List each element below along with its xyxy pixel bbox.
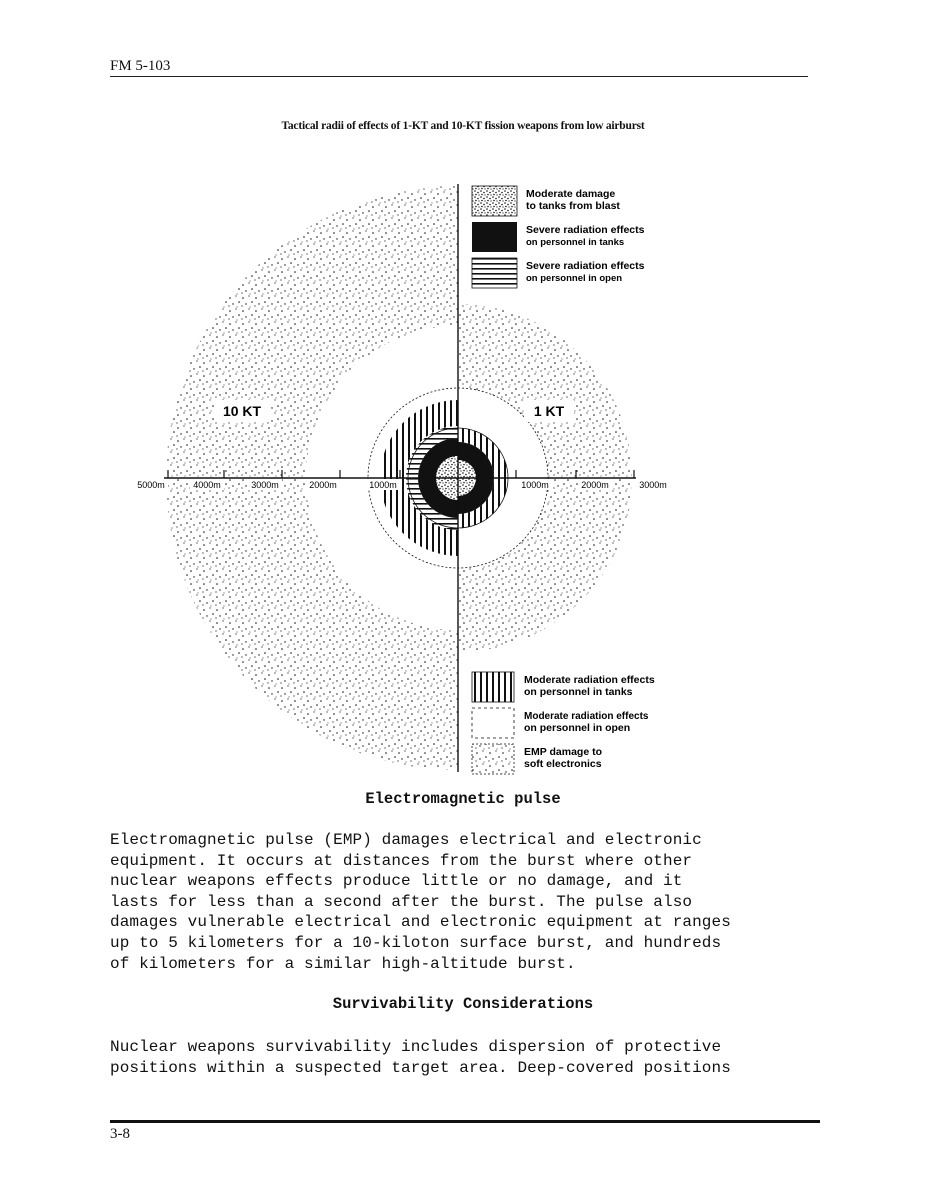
svg-text:to tanks from blast: to tanks from blast: [526, 200, 620, 212]
axis-tick-label: 1000m: [521, 480, 549, 490]
axis-tick-label: 3000m: [251, 480, 279, 490]
paragraph-emp: [110, 830, 820, 974]
legend-bottom: [464, 668, 710, 778]
ten-kt-label-box: [214, 400, 270, 422]
one-kt-label-box: [524, 400, 574, 422]
text-line: up to 5 kilometers for a 10-kiloton surface burst, and hundreds: [110, 933, 722, 952]
paragraph-survivability: [110, 1037, 820, 1078]
document-id: FM 5-103: [110, 58, 171, 74]
svg-text:on personnel in tanks: on personnel in tanks: [526, 237, 625, 248]
text-line: nuclear weapons effects produce little or no damage, and it: [110, 872, 683, 891]
svg-text:on personnel in open: on personnel in open: [526, 273, 623, 284]
svg-text:Moderate radiation effects: Moderate radiation effects: [524, 711, 649, 722]
axis-tick-label: 5000m: [137, 480, 165, 490]
page-header: [110, 56, 808, 77]
axis-tick-label: 2000m: [309, 480, 337, 490]
text-line: Electromagnetic pulse (EMP) damages electrical and electronic: [110, 831, 702, 849]
axis-tick-label: 1000m: [369, 480, 397, 490]
one-kt-label: 1 KT: [533, 403, 565, 419]
legend-item-moderate-radiation-open: [472, 708, 649, 738]
legend-item-severe-radiation-open: [472, 258, 645, 288]
axis-tick-label: 4000m: [193, 480, 221, 490]
axis-tick-label: 2000m: [581, 480, 609, 490]
svg-text:Moderate radiation effects: Moderate radiation effects: [524, 674, 655, 686]
footer-rule: [110, 1120, 820, 1123]
legend-item-moderate-radiation-tanks: [472, 672, 655, 702]
ten-kt-label: 10 KT: [222, 403, 262, 419]
legend-item-blast-damage: [472, 186, 620, 216]
legend-item-emp-damage: [472, 744, 602, 774]
svg-text:EMP damage to: EMP damage to: [524, 746, 602, 758]
axis-tick-label: 3000m: [639, 480, 667, 490]
svg-text:soft electronics: soft electronics: [524, 758, 602, 770]
text-line: damages vulnerable electrical and electronic equipment at ranges: [110, 913, 731, 932]
svg-text:on personnel in tanks: on personnel in tanks: [524, 686, 633, 698]
text-line: lasts for less than a second after the burst. The pulse also: [110, 892, 693, 911]
legend-top: [464, 182, 710, 294]
text-line: Nuclear weapons survivability includes dispersion of protective: [110, 1038, 722, 1056]
text-line: of kilometers for a similar high-altitude burst.: [110, 954, 576, 973]
section-heading-emp: Electromagnetic pulse: [365, 790, 561, 808]
svg-text:Severe radiation effects: Severe radiation effects: [526, 224, 645, 236]
page-number: 3-8: [110, 1126, 130, 1142]
figure-caption: Tactical radii of effects of 1-KT and 10-KT fission weapons from low airburst: [281, 120, 645, 132]
svg-text:on personnel in open: on personnel in open: [524, 722, 631, 734]
text-line: equipment. It occurs at distances from the burst where other: [110, 851, 693, 870]
svg-text:Severe radiation effects: Severe radiation effects: [526, 260, 645, 272]
text-line: positions within a suspected target area. Deep-covered positions: [110, 1058, 731, 1077]
section-heading-survivability: Survivability Considerations: [332, 995, 594, 1013]
svg-text:Moderate damage: Moderate damage: [526, 188, 616, 200]
effects-radii-figure: [137, 178, 710, 778]
legend-item-severe-radiation-tanks: [472, 222, 645, 252]
